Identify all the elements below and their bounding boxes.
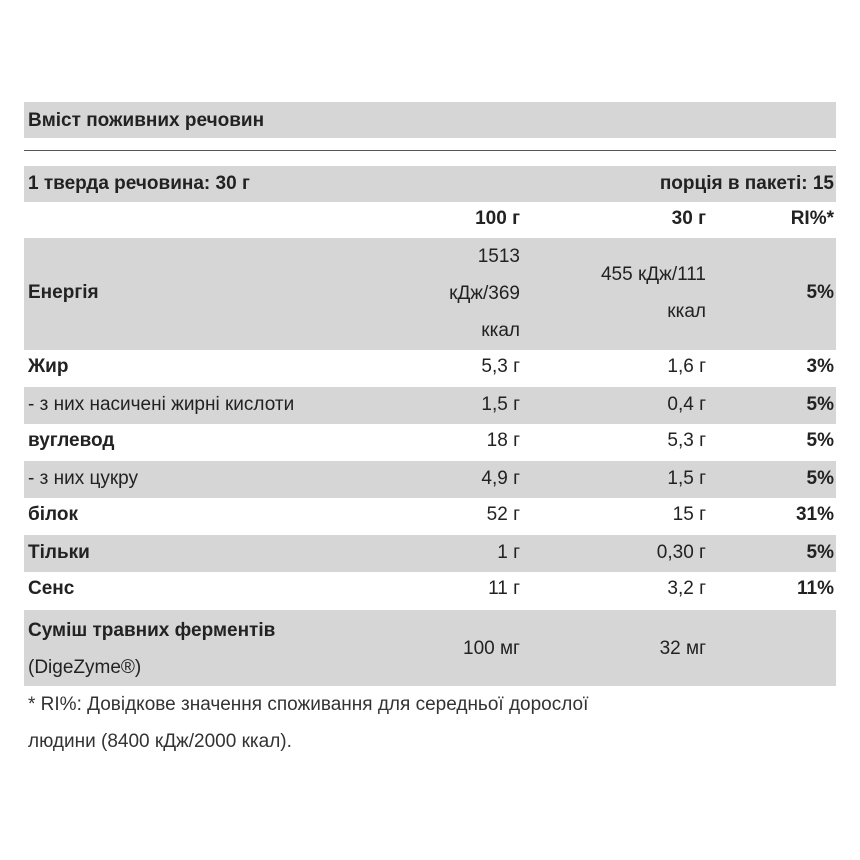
servings-per-pack: порція в пакеті: 15 <box>659 173 834 194</box>
row-value-30g: 3,2 г <box>667 578 706 599</box>
footnote-line: * RI%: Довідкове значення споживання для середньої дорослої <box>28 694 589 715</box>
row-name-main: Суміш травних ферментів <box>28 620 276 641</box>
row-value-ri: 31% <box>795 504 834 525</box>
table-row <box>24 461 836 498</box>
table-row <box>24 610 836 686</box>
row-value-ri: 3% <box>806 356 834 377</box>
table-row <box>24 535 836 572</box>
row-value-ri: 5% <box>806 542 834 563</box>
row-value-100g: 5,3 г <box>481 356 520 377</box>
value-line: кДж/369 <box>449 283 520 304</box>
row-value-30g: 32 мг <box>659 638 706 659</box>
row-value-30g: 0,30 г <box>656 542 706 563</box>
row-value-30g: 15 г <box>672 504 706 525</box>
table-title: Вміст поживних речовин <box>28 110 265 131</box>
col-header-30g: 30 г <box>671 208 706 229</box>
row-value-ri: 5% <box>806 394 834 415</box>
table-row <box>24 350 836 387</box>
row-name-sub: (DigeZyme®) <box>28 657 142 678</box>
table-title-band <box>24 102 836 138</box>
row-value-ri: 5% <box>806 430 834 451</box>
footnote <box>28 686 828 760</box>
row-value-100g: 18 г <box>486 430 520 451</box>
row-value-100g: 1,5 г <box>481 394 520 415</box>
row-value-100g <box>449 238 520 349</box>
serving-size: 1 тверда речовина: 30 г <box>28 173 250 194</box>
row-value-100g: 52 г <box>486 504 520 525</box>
table-row <box>24 424 836 461</box>
row-name: Сенс <box>28 578 75 599</box>
row-value-ri: 11% <box>797 578 834 599</box>
row-value-30g: 1,6 г <box>667 356 706 377</box>
row-name: Жир <box>28 356 69 377</box>
row-name: Енергія <box>28 282 99 303</box>
col-header-ri: RI%* <box>790 208 834 229</box>
row-value-ri: 5% <box>806 468 834 489</box>
row-value-ri: 5% <box>806 282 834 303</box>
row-name: Тільки <box>28 542 90 563</box>
row-value-100g: 100 мг <box>463 638 520 659</box>
row-value-30g: 5,3 г <box>667 430 706 451</box>
table-row <box>24 387 836 424</box>
value-line: ккал <box>667 301 706 322</box>
row-name: - з них насичені жирні кислоти <box>28 394 295 415</box>
row-name: - з них цукру <box>28 468 139 489</box>
row-value-100g: 11 г <box>488 578 520 599</box>
value-line: 1513 <box>477 246 520 267</box>
separator-line <box>24 150 836 151</box>
row-value-30g <box>601 256 706 330</box>
table-row <box>24 572 836 609</box>
table-row <box>24 238 836 350</box>
row-name: білок <box>28 504 78 525</box>
row-value-100g: 4,9 г <box>481 468 520 489</box>
col-header-100g: 100 г <box>475 208 520 229</box>
value-line: ккал <box>481 320 520 341</box>
row-value-100g: 1 г <box>497 542 520 563</box>
row-value-30g: 0,4 г <box>667 394 706 415</box>
row-value-30g: 1,5 г <box>667 468 706 489</box>
row-name: вуглевод <box>28 430 115 451</box>
column-header-row <box>24 202 836 238</box>
value-line: 455 кДж/111 <box>600 264 706 285</box>
table-row <box>24 498 836 535</box>
footnote-line: людини (8400 кДж/2000 ккал). <box>28 731 292 752</box>
serving-row <box>24 166 836 202</box>
row-name <box>28 612 275 686</box>
